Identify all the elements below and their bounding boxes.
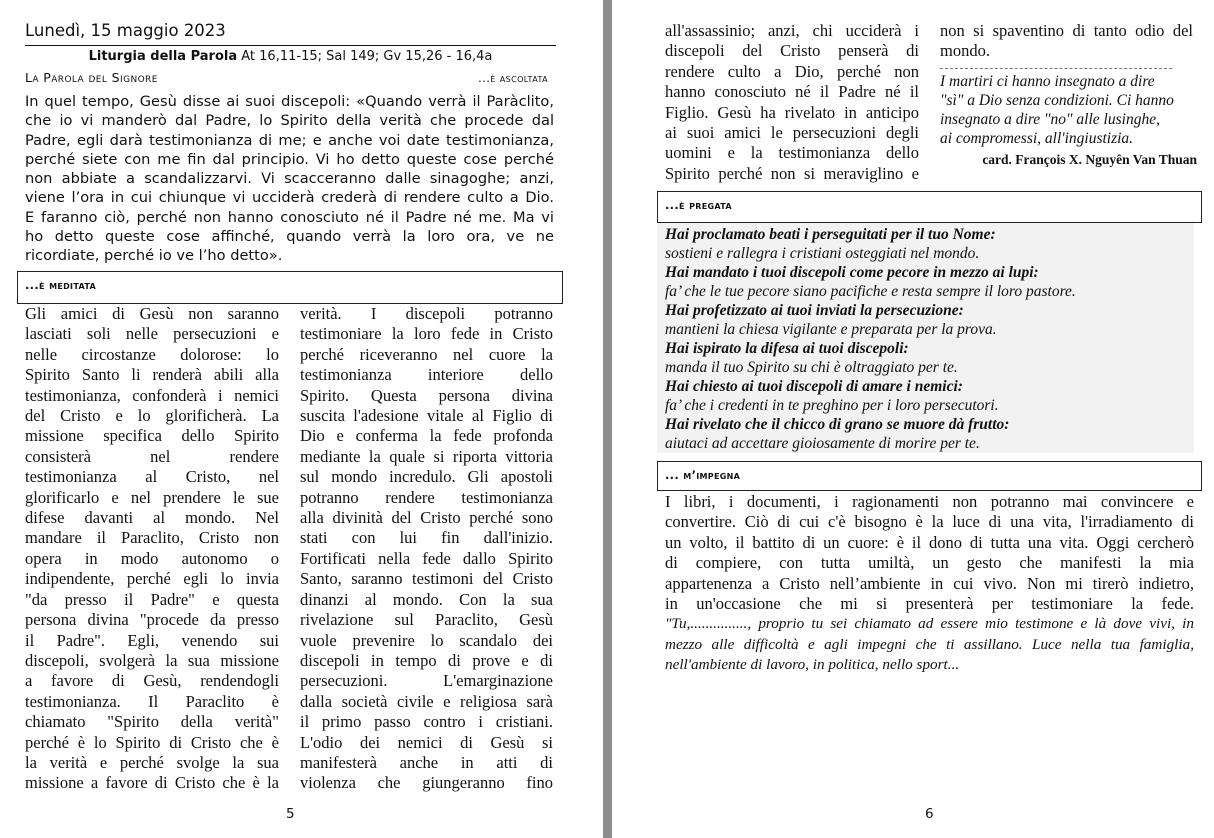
gospel-line: E faranno ciò, perché non hanno conosciuto né il Padre né me. Ma vi	[25, 208, 554, 226]
gospel-text	[25, 92, 554, 266]
continued-line: discepoli del Cristo penserà di	[665, 41, 919, 61]
impegna-italic-text	[665, 614, 1194, 676]
meditata-line: rivelazione sul Paraclito, Gesù	[300, 610, 553, 630]
meditata-heading	[17, 271, 563, 304]
liturgy-label: Liturgia della Parola	[88, 49, 238, 64]
meditata-line: opera in modo autonomo o	[25, 548, 279, 568]
continued-line: uomini e la testimonianza dello	[665, 143, 919, 163]
prayer-response: fa’ che i credenti in te preghino per i loro persecutori.	[665, 397, 999, 414]
meditata-line: discepoli in tempo di prove e di	[300, 650, 553, 670]
meditata-line: glorificarlo e nel prendere le sue	[25, 487, 279, 507]
page-right	[612, 0, 1214, 838]
meditata-line: Dio e conferma la fede profonda	[300, 426, 553, 446]
meditata-line: Fortificati nella fede dallo Spirito	[300, 548, 553, 568]
meditata-line: testimonianza, confonderà i nemici	[25, 385, 279, 405]
prayer-response: manda il tuo Spirito su chi è oltraggiato per te.	[665, 359, 958, 376]
meditata-line: persecuzioni. L'emarginazione	[300, 671, 553, 691]
meditata-column-1	[25, 304, 279, 794]
prayer-response: aiutaci ad accettare gioiosamente di morire per te.	[665, 435, 980, 452]
prayer-invocation: Hai rivelato che il chicco di grano se muore dà frutto:	[665, 416, 1010, 433]
meditata-line: dinanzi al mondo. Con la sua	[300, 589, 553, 609]
continued-line: mondo.	[940, 41, 990, 61]
meditata-line: difese davanti al mondo. Nel	[25, 508, 279, 528]
pregata-label: ...è pregata	[665, 198, 732, 212]
liturgy-refs: At 16,11-15; Sal 149; Gv 15,26 - 16,4a	[241, 49, 493, 64]
impegna-line: in un'occasione che mi si presenterà per testimoniare la fede.	[665, 594, 1194, 614]
meditata-line: Santo, saranno testimoni del Cristo	[300, 569, 553, 589]
quote-text	[940, 72, 1194, 148]
impegna-line: I libri, i documenti, i ragionamenti non potranno mai convincere e	[665, 492, 1194, 511]
meditata-line: "da presso il Padre" e questa	[25, 589, 279, 609]
gospel-line: ricordiate, perché io ve l’ho detto».	[25, 247, 283, 265]
page-number-left: 5	[286, 806, 295, 822]
prayer-invocation: Hai profetizzato ai tuoi inviati la persecuzione:	[665, 302, 964, 319]
prayer-invocation: Hai proclamato beati i perseguitati per il tuo Nome:	[665, 226, 996, 243]
meditata-line: la verità e perché svolge la sua	[25, 752, 279, 772]
continued-line: ai suoi amici le persecuzioni degli	[665, 123, 919, 143]
quote-separator	[940, 68, 1172, 69]
meditata-line: stati con lui fin dall'inizio.	[300, 528, 553, 548]
meditata-line: persona divina "procede da presso	[25, 610, 279, 630]
page-left	[0, 0, 603, 838]
meditata-line: missione specifica dello Spirito	[25, 426, 279, 446]
prayer-list	[657, 223, 1194, 453]
meditata-line: testimonianza interiore dello	[300, 365, 553, 385]
quote-line: insegnato a dire "no" alle lusinghe,	[940, 111, 1160, 128]
section-word-label: La Parola del Signore	[25, 70, 158, 85]
meditata-line: Spirito Santo li renderà abili alla	[25, 365, 279, 385]
continued-column-2	[940, 21, 1193, 62]
meditata-line: indipendente, perché egli lo invia	[25, 569, 279, 589]
meditata-line: il primo passo contro i cristiani.	[300, 712, 553, 732]
meditata-line: manifesterà anche in atti di	[300, 752, 553, 772]
meditata-line: potranno rendere testimonianza	[300, 487, 553, 507]
date-underline	[25, 45, 556, 46]
impegna-line: convertire. Ciò di cui c'è bisogno è la luce di una vita, l'irradiamento di	[665, 512, 1194, 532]
meditata-line: violenza che giungeranno fino	[300, 773, 553, 793]
meditata-line: L'odio dei nemici di Gesù si	[300, 732, 553, 752]
impegna-text	[665, 492, 1194, 614]
impegna-heading	[657, 461, 1202, 491]
meditata-line: del Cristo e lo glorificherà. La	[25, 406, 279, 426]
impegna-italic-line: "Tu,..............., proprio tu sei chiamato ad essere mio testimone e là dove vivi, in	[665, 615, 1194, 632]
prayer-invocation: Hai mandato i tuoi discepoli come pecore in mezzo ai lupi:	[665, 264, 1039, 281]
meditata-line: alla divinità del Cristo perché sono	[300, 508, 553, 528]
prayer-response: sostieni e rallegra i cristiani osteggiati nel mondo.	[665, 245, 980, 262]
continued-line: Figlio. Gesù ha rivelato in anticipo	[665, 102, 919, 122]
meditata-line: il Padre". Egli, venendo sui	[25, 630, 279, 650]
meditata-line: Gli amici di Gesù non saranno	[25, 304, 279, 323]
impegna-line: di compiere, con tutta umiltà, un gesto che manifesti la mia	[665, 553, 1194, 573]
meditata-line: nelle circostanze dolorose: lo	[25, 344, 279, 364]
meditata-line: Spirito. Questa persona divina	[300, 385, 553, 405]
section-listen-label: ...è ascoltata	[478, 71, 548, 85]
impegna-italic-line: mezzo alle difficoltà e agli impegni che ti assillano. Luce nella tua famiglia,	[665, 635, 1194, 653]
impegna-italic-line: nell'ambiente di lavoro, in politica, nello sport...	[665, 656, 960, 673]
meditata-line: discepoli, svolgerà la sua missione	[25, 650, 279, 670]
continued-line: hanno conosciuto né il Padre né il	[665, 82, 919, 102]
book-gutter	[603, 0, 612, 838]
gospel-line: perché siete con me fin dal principio. Vi ho detto queste cose perché	[25, 150, 554, 168]
meditata-line: consisterà nel rendere	[25, 446, 279, 466]
gospel-line: In quel tempo, Gesù disse ai suoi discepoli: «Quando verrà il Paràclito,	[25, 93, 554, 110]
meditata-line: suscita l'adesione vitale al Figlio di	[300, 406, 553, 426]
meditata-line: testimonianza. Il Paraclito è	[25, 691, 279, 711]
quote-line: ai compromessi, all'ingiustizia.	[940, 130, 1134, 147]
prayer-response: fa’ che le tue pecore siano pacifiche e resta sempre il loro pastore.	[665, 283, 1076, 300]
gospel-line: Padre, egli darà testimonianza di me; e anche voi date testimonianza,	[25, 131, 554, 149]
impegna-line: appartenenza a Cristo nell’ambiente in cui vivo. Non mi tirerò indietro,	[665, 573, 1194, 593]
continued-column-1	[665, 21, 919, 184]
meditata-line: sul mondo incredulo. Gli apostoli	[300, 467, 553, 487]
date-heading: Lunedì, 15 maggio 2023	[25, 21, 226, 40]
meditata-line: lasciati soli nelle persecuzioni e	[25, 324, 279, 344]
meditata-line: vuole prevenire lo scandalo dei	[300, 630, 553, 650]
meditata-line: verità. I discepoli potranno	[300, 304, 553, 323]
page-number-right: 6	[925, 806, 934, 822]
meditata-line: a favore di Gesù, rendendogli	[25, 671, 279, 691]
meditata-line: dalla società civile e religiosa sarà	[300, 691, 553, 711]
meditata-line: chiamato "Spirito della verità"	[25, 712, 279, 732]
quote-line: I martiri ci hanno insegnato a dire	[940, 73, 1155, 90]
prayer-response: mantieni la chiesa vigilante e preparata per la prova.	[665, 321, 997, 338]
meditata-line: testimonianza al Cristo, nel	[25, 467, 279, 487]
impegna-label: ... m’impegna	[665, 468, 741, 482]
gospel-line: ho detto queste cose affinché, quando verrà la loro ora, ve ne	[25, 228, 554, 246]
pregata-heading	[657, 191, 1202, 223]
continued-line: non si spaventino di tanto odio del	[940, 21, 1193, 40]
gospel-line: viene l’ora in cui chiunque vi ucciderà crederà di rendere culto a Dio.	[25, 189, 554, 207]
continued-line: Spirito perché non si meraviglino e	[665, 163, 919, 183]
continued-line: all'assassinio; anzi, chi ucciderà i	[665, 21, 919, 40]
meditata-label: ...è meditata	[25, 278, 96, 292]
meditata-column-2	[300, 304, 553, 794]
liturgy-line	[25, 49, 556, 64]
gospel-line: non abbiate a scandalizzarvi. Vi scacceranno dalle sinagoghe; anzi,	[25, 170, 554, 188]
meditata-line: testimoniare la loro fede in Cristo	[300, 324, 553, 344]
meditata-line: mandare il Paraclito, Cristo non	[25, 528, 279, 548]
prayer-invocation: Hai chiesto ai tuoi discepoli di amare i nemici:	[665, 378, 963, 395]
quote-line: "sì" a Dio senza condizioni. Ci hanno	[940, 92, 1174, 109]
gospel-line: che io vi manderò dal Padre, lo Spirito della verità che procede dal	[25, 112, 554, 130]
continued-line: rendere culto a Dio, perché non	[665, 61, 919, 81]
meditata-line: missione a favore di Cristo che è la	[25, 773, 279, 793]
meditata-line: mediante la quale si riporta vittoria	[300, 446, 553, 466]
impegna-line: un volto, il battito di un cuore: è il dono di tutta una vita. Oggi cercherò	[665, 532, 1194, 552]
meditata-line: perché è lo Spirito di Cristo che è	[25, 732, 279, 752]
meditata-line: perché riceveranno nel cuore la	[300, 344, 553, 364]
quote-author: card. François X. Nguyên Van Thuan	[982, 152, 1197, 167]
prayer-invocation: Hai ispirato la difesa ai tuoi discepoli:	[665, 340, 909, 357]
